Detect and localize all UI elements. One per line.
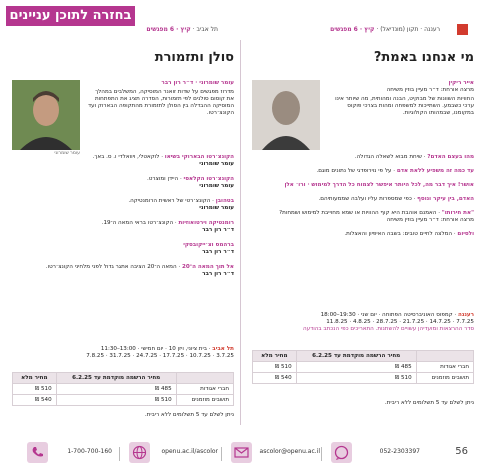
topic-text: מרצה אורחת: ד״ר מעיין בוזין משיחה bbox=[386, 216, 474, 223]
topic-text: · היידן ומוצרט. bbox=[146, 175, 182, 182]
topic-item bbox=[12, 154, 234, 168]
photo-caption: עומר שומרוני bbox=[54, 151, 80, 156]
page-footer bbox=[0, 438, 480, 475]
footer-divider bbox=[321, 447, 322, 461]
topic-lecturer: ד״ר רון רבר bbox=[202, 270, 234, 277]
topic-text: · כפי שמספרות עליו ועלבה שממעותיהם. bbox=[318, 195, 416, 202]
topic-title: ברהמס וצ׳ייקובסקי bbox=[183, 241, 234, 248]
topic-item bbox=[12, 176, 234, 190]
topic-title: הקונצ׳רטו הקלאסי bbox=[183, 175, 234, 182]
table-header: מחיר מלא bbox=[13, 373, 57, 384]
table-cell: 540 ₪ bbox=[253, 373, 297, 384]
topic-title: עד כמה זה משפיע ללאת אדם bbox=[396, 167, 474, 174]
schedule-block bbox=[12, 346, 234, 360]
footer-divider bbox=[221, 447, 222, 461]
footer-divider bbox=[119, 447, 120, 461]
course-title: מי אנחנו באמת? bbox=[373, 50, 474, 65]
left-tag-accent: קיץ · 6 מפגשים bbox=[146, 26, 191, 33]
topic-lecturer: ד״ר רון רבר bbox=[202, 226, 234, 233]
schedule-dates: 3.7.25 · 10.7.25 · 17.7.25 · 24.7.25 · 31.7.25 · 7.8.25 bbox=[86, 352, 234, 359]
table-row bbox=[253, 362, 474, 373]
table-header bbox=[416, 351, 473, 362]
right-tag-plain: רעננה · תקון (מונדיאל) · bbox=[376, 26, 440, 33]
lecturer-name: אייר ריקין bbox=[448, 80, 474, 86]
lecturer-title: מרצה אורחת: ד״ר מעיין בוזין משיחה bbox=[386, 86, 474, 93]
topic-title: "את חירותו" bbox=[441, 209, 474, 216]
topic-title: אושר! איך דבר מה, לכל היותר איפשר לצמוח כל הדרך למימוש bbox=[311, 181, 474, 188]
table-cell: תושבים מוזמנים bbox=[416, 373, 473, 384]
left-tag-plain: תל אביב · bbox=[192, 26, 218, 33]
topic-title: האדם, בין עיקר ונוסף bbox=[417, 195, 474, 202]
lecturer-photo bbox=[12, 80, 80, 150]
table-cell: חברי אגודות bbox=[176, 384, 233, 395]
installments-note: ניתן לשלם עד 5 תשלומים ללא ריבית. bbox=[144, 412, 234, 418]
price-table bbox=[252, 350, 474, 384]
table-row bbox=[13, 384, 234, 395]
table-cell: 540 ₪ bbox=[13, 395, 57, 406]
lecturer-block bbox=[86, 80, 234, 117]
topic-text: · ורו׳ אלן bbox=[284, 181, 310, 188]
table-header: מחיר הרשמה מוקדמת עד 6.2.25 bbox=[296, 351, 416, 362]
page-header bbox=[0, 0, 480, 40]
table-cell: 510 ₪ bbox=[253, 362, 297, 373]
course-title: סולן ותזמורת bbox=[154, 50, 234, 65]
email-icon[interactable] bbox=[231, 442, 252, 463]
topic-lecturer: עומר שומרוני bbox=[199, 204, 234, 211]
lecturer-name: עומר שומרוני · ד״ר רון רבר bbox=[161, 80, 234, 86]
topic-item bbox=[252, 154, 474, 161]
lecturer-photo bbox=[252, 80, 320, 150]
course-soloist-orchestra bbox=[12, 50, 234, 425]
topic-list bbox=[252, 154, 474, 238]
whatsapp-icon[interactable] bbox=[331, 442, 352, 463]
topic-text: · המאה ה־20 הציבה אתגר גדול לפני מלחיני הקונצ׳רטו. bbox=[45, 263, 181, 270]
topic-item bbox=[252, 196, 474, 203]
back-to-contents-link[interactable]: בחזרה לתוכן עניינים bbox=[6, 6, 135, 26]
table-row bbox=[13, 395, 234, 406]
topic-item bbox=[252, 210, 474, 217]
globe-icon[interactable] bbox=[129, 442, 150, 463]
table-cell: 485 ₪ bbox=[296, 362, 416, 373]
topic-item bbox=[252, 168, 474, 175]
table-cell: 485 ₪ bbox=[56, 384, 176, 395]
topic-item bbox=[12, 242, 234, 256]
table-header: מחיר הרשמה מוקדמת עד 6.2.25 bbox=[56, 373, 176, 384]
table-header: מחיר מלא bbox=[253, 351, 297, 362]
topic-text: · לוקאטלי, ויוואלדי ו. ס. באך. bbox=[92, 154, 163, 160]
website-link[interactable]: openu.ac.il/ascolor bbox=[161, 448, 218, 455]
schedule-block bbox=[252, 312, 474, 333]
topic-list bbox=[12, 154, 234, 278]
right-course-tag bbox=[330, 26, 440, 34]
schedule-line1: · קמפוס האוניברסיטה הפתוחה · יום שני · 19:30–18:00 bbox=[320, 312, 457, 318]
whatsapp-number[interactable]: 052-2303397 bbox=[379, 448, 420, 455]
phone-number[interactable]: 1-700-700-160 bbox=[67, 448, 112, 455]
topic-lecturer: עומר שומרוני bbox=[199, 182, 234, 189]
section-marker bbox=[457, 24, 468, 35]
left-course-tag bbox=[146, 26, 218, 34]
schedule-line1: · בית ציוני, ויזן 10 · יום חמישי · 13:00–11:30 bbox=[100, 346, 211, 352]
topic-item bbox=[252, 182, 474, 189]
topic-item bbox=[12, 220, 234, 234]
schedule-dates: 7.7.25 · 14.7.25 · 21.7.25 · 28.7.25 · 4.8.25 · 11.8.25 bbox=[326, 318, 474, 325]
topic-title: הקונצ׳רטו הבארוקי בשיאו bbox=[164, 154, 234, 160]
topic-lecturer: ד״ר רון רבר bbox=[202, 248, 234, 255]
topic-guest bbox=[252, 217, 474, 224]
topic-text: · המלצה לחיים טובים: בשבה האיפיון והאצלות. bbox=[344, 230, 456, 237]
lecturer-block bbox=[326, 80, 474, 117]
table-header-row bbox=[253, 351, 474, 362]
right-tag-accent: קיץ · 6 מפגשים bbox=[330, 26, 375, 33]
topic-text: · שיחת מבוא לשאלה הגדולה. bbox=[354, 154, 426, 160]
table-cell: 510 ₪ bbox=[296, 373, 416, 384]
topic-text: · הקונצ׳רטי של ראשית הרומנטיקה. bbox=[128, 197, 214, 204]
table-row bbox=[253, 373, 474, 384]
table-cell: 510 ₪ bbox=[56, 395, 176, 406]
email-address[interactable]: ascolor@openu.ac.il bbox=[259, 448, 320, 455]
topic-title: אל תוך המאה ה־20 bbox=[181, 263, 234, 270]
topic-text: · הקונצ׳רטו בראי המאה ה־19. bbox=[101, 219, 177, 226]
topic-title: רומנטיקה וירטואוזיות bbox=[178, 219, 234, 226]
topic-title: ולסיום bbox=[457, 230, 474, 237]
installments-note: ניתן לשלם עד 5 תשלומים ללא ריבית. bbox=[384, 400, 474, 406]
topic-text: · על פי נוירופדגי של נתונים מוגם. bbox=[316, 167, 396, 174]
table-header-row bbox=[13, 373, 234, 384]
topic-item bbox=[12, 264, 234, 278]
schedule-note: סדר ההרצאות ומועדיהן עשויים להשתנות. התאריכים כפי הנכתב בהודעה bbox=[302, 325, 474, 332]
page-number: 56 bbox=[455, 446, 468, 457]
topic-title: בטהובן bbox=[215, 197, 234, 204]
topic-text: · האמנם אוהבת היא קוף ההוויות או שמא מחוייבת למימוש ושמחות? bbox=[279, 209, 441, 216]
course-intro: החוויות השוונות של מבוקיט, הבנה ומהותית, מה שיותר אינו ערכי כשבמע. השתייכות למשפחה ומהות בצרכי פוקוס במקומנו, שבמהותו הקולוגיות. bbox=[335, 95, 474, 116]
course-intro: מדרוז מפגשים על שדות זואנר המוסיקה, המשלבים במהלך את קוסום סולנים לפי תזמורות, הסדרה תציג את התפתחות המוסיקה ההבדלה בין הסולן לתזמורת מהתקופה הבארוק ועד הקונצ׳רטו. bbox=[88, 88, 234, 116]
schedule-location: תל אביב bbox=[212, 346, 234, 352]
table-cell: 510 ₪ bbox=[13, 384, 57, 395]
table-cell: חברי אגודות bbox=[416, 362, 473, 373]
column-divider bbox=[240, 40, 241, 425]
course-who-are-we bbox=[252, 50, 474, 425]
topic-lecturer: עומר שומרוני bbox=[199, 160, 234, 167]
price-table bbox=[12, 372, 234, 406]
topic-title: מהו בעצם האדם? bbox=[427, 154, 474, 160]
topic-item bbox=[12, 198, 234, 212]
phone-icon[interactable] bbox=[27, 442, 48, 463]
table-cell: תושבים מוזמנים bbox=[176, 395, 233, 406]
schedule-location: רעננה bbox=[457, 312, 474, 318]
table-header bbox=[176, 373, 233, 384]
topic-item bbox=[252, 231, 474, 238]
